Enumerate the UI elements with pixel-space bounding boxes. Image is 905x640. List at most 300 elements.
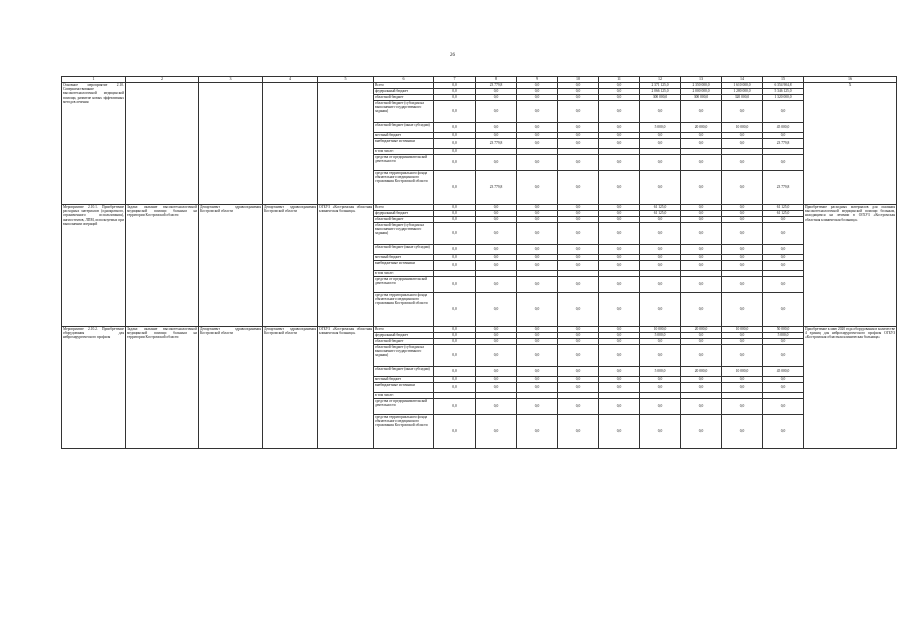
amount-cell: 0,0 — [722, 333, 763, 339]
amount-cell: 2 371 125,0 — [640, 83, 681, 89]
amount-cell: 0,0 — [476, 415, 517, 449]
funding-source-cell: областной бюджет (иные субсидии) — [374, 245, 434, 255]
section-c2-cell: Задача: оказание высокотехнологичной медицинской помощи больным на территории Костромской области — [126, 327, 199, 449]
section-c4-cell: Департамент здравоохранения Костромской области — [263, 205, 318, 327]
amount-cell: 0,0 — [681, 245, 722, 255]
amount-cell: 0,0 — [640, 377, 681, 383]
amount-cell: 0,0 — [517, 123, 558, 133]
amount-cell: 0,0 — [476, 89, 517, 95]
amount-cell: 0,0 — [681, 223, 722, 245]
amount-cell: 0,0 — [434, 83, 476, 89]
amount-cell: 0,0 — [722, 133, 763, 139]
amount-cell: 0,0 — [517, 333, 558, 339]
amount-cell: 0,0 — [517, 89, 558, 95]
amount-cell: 23 779,8 — [476, 171, 517, 205]
amount-cell: 0,0 — [722, 211, 763, 217]
amount-cell: 0,0 — [722, 139, 763, 149]
amount-cell: 1 320 000,0 — [763, 95, 804, 101]
amount-cell: 0,0 — [517, 245, 558, 255]
amount-cell: 0,0 — [476, 123, 517, 133]
section-c5-cell — [318, 83, 374, 205]
amount-cell: 0,0 — [476, 155, 517, 171]
amount-cell: 0,0 — [763, 339, 804, 345]
amount-cell: 0,0 — [476, 383, 517, 393]
amount-cell: 0,0 — [722, 155, 763, 171]
amount-cell: 0,0 — [558, 123, 599, 133]
amount-cell: 0,0 — [434, 211, 476, 217]
funding-source-cell: областной бюджет (субсидия на выполнение государственного задания) — [374, 345, 434, 367]
amount-cell: 0,0 — [517, 345, 558, 367]
amount-cell: 0,0 — [558, 83, 599, 89]
amount-cell: 0,0 — [763, 255, 804, 261]
amount-cell: 0,0 — [722, 255, 763, 261]
section-c2-cell: Задача: оказание высокотехнологичной медицинской помощи больным на территории Костромской области — [126, 205, 199, 327]
amount-cell: 0,0 — [599, 171, 640, 205]
amount-cell: 0,0 — [763, 217, 804, 223]
funding-source-cell: федеральный бюджет — [374, 333, 434, 339]
amount-cell: 0,0 — [722, 277, 763, 293]
column-number-cell: 11 — [599, 77, 640, 83]
funding-source-cell: средства от предпринимательской деятельности — [374, 155, 434, 171]
funding-source-cell: средства территориального фонда обязательного медицинского страхования Костромской области — [374, 171, 434, 205]
amount-cell: 45 000,0 — [763, 367, 804, 377]
amount-cell: 0,0 — [681, 101, 722, 123]
amount-cell: 0,0 — [640, 277, 681, 293]
amount-cell: 0,0 — [599, 399, 640, 415]
amount-cell: 0,0 — [640, 223, 681, 245]
amount-cell: 0,0 — [476, 223, 517, 245]
amount-cell: 0,0 — [476, 245, 517, 255]
amount-cell: 2 000 000,0 — [681, 89, 722, 95]
section-c3-cell — [199, 83, 263, 205]
amount-cell: 0,0 — [640, 139, 681, 149]
amount-cell: 0,0 — [434, 339, 476, 345]
amount-cell: 0,0 — [599, 123, 640, 133]
amount-cell: 0,0 — [558, 293, 599, 327]
amount-cell: 0,0 — [640, 155, 681, 171]
amount-cell: 0,0 — [763, 101, 804, 123]
amount-cell: 0,0 — [434, 277, 476, 293]
amount-cell: 0,0 — [558, 399, 599, 415]
amount-cell: 0,0 — [434, 327, 476, 333]
amount-cell: 0,0 — [722, 377, 763, 383]
amount-cell: 0,0 — [517, 101, 558, 123]
section-c5-cell: ОГБУЗ «Костромская областная клиническая больница» — [318, 205, 374, 327]
amount-cell: 320 000,0 — [722, 95, 763, 101]
column-number-cell: 10 — [558, 77, 599, 83]
amount-cell: 0,0 — [599, 245, 640, 255]
amount-cell: 61 125,0 — [640, 205, 681, 211]
amount-cell: 0,0 — [517, 155, 558, 171]
amount-cell: 0,0 — [517, 399, 558, 415]
amount-cell: 0,0 — [722, 293, 763, 327]
column-number-cell: 16 — [804, 77, 897, 83]
amount-cell: 0,0 — [476, 255, 517, 261]
amount-cell: 0,0 — [640, 171, 681, 205]
amount-cell: 0,0 — [434, 415, 476, 449]
amount-cell: 0,0 — [476, 377, 517, 383]
budget-table — [61, 76, 897, 449]
amount-cell: 0,0 — [517, 377, 558, 383]
amount-cell: 0,0 — [517, 339, 558, 345]
amount-cell: 0,0 — [763, 223, 804, 245]
amount-cell: 0,0 — [763, 245, 804, 255]
amount-cell: 0,0 — [434, 89, 476, 95]
amount-cell: 0,0 — [558, 377, 599, 383]
amount-cell: 0,0 — [722, 245, 763, 255]
column-number-cell: 8 — [476, 77, 517, 83]
amount-cell: 0,0 — [599, 383, 640, 393]
funding-source-cell: местный бюджет — [374, 133, 434, 139]
amount-cell: 0,0 — [640, 383, 681, 393]
amount-cell: 0,0 — [599, 255, 640, 261]
amount-cell: 0,0 — [599, 211, 640, 217]
funding-source-cell: местный бюджет — [374, 377, 434, 383]
section-c4-cell: Департамент здравоохранения Костромской области — [263, 327, 318, 449]
amount-cell: 0,0 — [434, 101, 476, 123]
funding-source-cell: средства территориального фонда обязательного медицинского страхования Костромской области — [374, 415, 434, 449]
amount-cell: 6 354 904,8 — [763, 83, 804, 89]
amount-cell: 0,0 — [476, 345, 517, 367]
amount-cell: 0,0 — [517, 367, 558, 377]
amount-cell: 5 000,0 — [640, 333, 681, 339]
amount-cell: 0,0 — [558, 345, 599, 367]
amount-cell: 0,0 — [599, 333, 640, 339]
amount-cell: 0,0 — [640, 101, 681, 123]
amount-cell: 0,0 — [681, 261, 722, 271]
amount-cell: 0,0 — [681, 383, 722, 393]
amount-cell: 0,0 — [434, 255, 476, 261]
funding-source-cell: областной бюджет — [374, 339, 434, 345]
funding-source-cell: в том числе: — [374, 271, 434, 277]
amount-cell: 0,0 — [434, 333, 476, 339]
amount-cell: 0,0 — [434, 133, 476, 139]
column-number-cell: 15 — [763, 77, 804, 83]
expected-result-cell: Приобретение расходных материалов для оказания высокотехнологичной медицинской помощи больным, находящимся на лечении в ОГБУЗ «Костромская областная клиническая больница» — [804, 205, 897, 327]
amount-cell: 0,0 — [640, 217, 681, 223]
amount-cell: 0,0 — [681, 377, 722, 383]
amount-cell: 0,0 — [517, 133, 558, 139]
amount-cell: 0,0 — [434, 345, 476, 367]
funding-source-cell: внебюджетные источники — [374, 139, 434, 149]
amount-cell: 0,0 — [558, 277, 599, 293]
amount-cell: 0,0 — [722, 383, 763, 393]
funding-source-cell: областной бюджет — [374, 217, 434, 223]
funding-source-cell: местный бюджет — [374, 255, 434, 261]
amount-cell: 0,0 — [681, 293, 722, 327]
amount-cell: 0,0 — [517, 415, 558, 449]
amount-cell: 0,0 — [681, 139, 722, 149]
amount-cell: 0,0 — [599, 339, 640, 345]
amount-cell: 0,0 — [599, 139, 640, 149]
amount-cell: 0,0 — [599, 205, 640, 211]
amount-cell: 0,0 — [517, 95, 558, 101]
amount-cell: 2 350 000,0 — [681, 83, 722, 89]
amount-cell: 0,0 — [517, 171, 558, 205]
amount-cell: 0,0 — [476, 133, 517, 139]
amount-cell: 0,0 — [722, 101, 763, 123]
amount-cell: 0,0 — [558, 133, 599, 139]
amount-cell: 0,0 — [434, 367, 476, 377]
amount-cell: 0,0 — [517, 261, 558, 271]
amount-cell: 0,0 — [599, 327, 640, 333]
amount-cell: 0,0 — [599, 95, 640, 101]
amount-cell: 0,0 — [558, 367, 599, 377]
column-number-cell: 9 — [517, 77, 558, 83]
amount-cell: 0,0 — [517, 139, 558, 149]
amount-cell: 0,0 — [558, 89, 599, 95]
column-number-cell: 2 — [126, 77, 199, 83]
amount-cell: 0,0 — [681, 339, 722, 345]
funding-source-cell: Всего — [374, 327, 434, 333]
section-c4-cell — [263, 83, 318, 205]
amount-cell: 0,0 — [517, 211, 558, 217]
amount-cell: 0,0 — [517, 205, 558, 211]
amount-cell: 50 000,0 — [763, 327, 804, 333]
amount-cell: 0,0 — [558, 383, 599, 393]
funding-source-cell: федеральный бюджет — [374, 89, 434, 95]
amount-cell: 0,0 — [640, 261, 681, 271]
amount-cell: 10 000,0 — [722, 327, 763, 333]
amount-cell: 1 280 000,0 — [722, 89, 763, 95]
amount-cell: 0,0 — [558, 245, 599, 255]
column-number-cell: 4 — [263, 77, 318, 83]
amount-cell: 10 000,0 — [722, 123, 763, 133]
amount-cell: 0,0 — [599, 345, 640, 367]
funding-source-cell: областной бюджет (субсидия на выполнение государственного задания) — [374, 101, 434, 123]
amount-cell: 0,0 — [722, 223, 763, 245]
amount-cell: 0,0 — [558, 223, 599, 245]
amount-cell: 0,0 — [599, 83, 640, 89]
amount-cell: 0,0 — [434, 399, 476, 415]
amount-cell: 0,0 — [434, 205, 476, 211]
amount-cell: 0,0 — [558, 327, 599, 333]
funding-source-cell: средства от предпринимательской деятельности — [374, 399, 434, 415]
amount-cell: 0,0 — [476, 205, 517, 211]
funding-source-cell: средства от предпринимательской деятельности — [374, 277, 434, 293]
amount-cell: 0,0 — [763, 399, 804, 415]
amount-cell: 0,0 — [558, 333, 599, 339]
section-c2-cell — [126, 83, 199, 205]
amount-cell: 2 066 125,0 — [640, 89, 681, 95]
section-c5-cell: ОГБУЗ «Костромская областная клиническая больница» — [318, 327, 374, 449]
amount-cell: 0,0 — [434, 149, 476, 155]
amount-cell: 0,0 — [681, 205, 722, 211]
amount-cell: 0,0 — [517, 217, 558, 223]
funding-source-cell: Всего — [374, 83, 434, 89]
amount-cell: 0,0 — [476, 95, 517, 101]
amount-cell: 0,0 — [476, 399, 517, 415]
amount-cell: 0,0 — [640, 255, 681, 261]
amount-cell: 0,0 — [558, 171, 599, 205]
amount-cell: 0,0 — [599, 223, 640, 245]
section-c1-cell: Основное мероприятие 2.10. Совершенствование высокотехнологичной медицинской помощи, развитие новых эффективных методов лечения — [62, 83, 126, 205]
column-number-cell: 12 — [640, 77, 681, 83]
amount-cell: 0,0 — [558, 211, 599, 217]
amount-cell: 0,0 — [599, 277, 640, 293]
amount-cell: 0,0 — [517, 223, 558, 245]
amount-cell: 0,0 — [517, 383, 558, 393]
amount-cell: 0,0 — [722, 205, 763, 211]
amount-cell: 0,0 — [558, 415, 599, 449]
amount-cell: 0,0 — [558, 255, 599, 261]
amount-cell: 0,0 — [517, 277, 558, 293]
funding-source-cell: внебюджетные источники — [374, 383, 434, 393]
amount-cell: 0,0 — [434, 95, 476, 101]
funding-source-cell: областной бюджет (иные субсидии) — [374, 123, 434, 133]
column-number-cell: 6 — [374, 77, 434, 83]
funding-source-cell: федеральный бюджет — [374, 211, 434, 217]
column-number-cell: 3 — [199, 77, 263, 83]
amount-cell: 0,0 — [681, 211, 722, 217]
amount-cell: 0,0 — [476, 367, 517, 377]
amount-cell: 0,0 — [558, 217, 599, 223]
amount-cell: 0,0 — [722, 345, 763, 367]
amount-cell: 0,0 — [558, 261, 599, 271]
amount-cell: 23 779,8 — [763, 171, 804, 205]
amount-cell: 23 779,8 — [476, 139, 517, 149]
amount-cell: 0,0 — [599, 293, 640, 327]
amount-cell: 23 779,8 — [763, 139, 804, 149]
amount-cell: 0,0 — [476, 327, 517, 333]
amount-cell: 0,0 — [599, 155, 640, 171]
amount-cell: 0,0 — [681, 133, 722, 139]
amount-cell: 0,0 — [681, 217, 722, 223]
expected-result-cell: Х — [804, 83, 897, 205]
amount-cell: 20 000,0 — [681, 123, 722, 133]
amount-cell: 0,0 — [558, 339, 599, 345]
column-number-cell: 13 — [681, 77, 722, 83]
amount-cell: 0,0 — [681, 345, 722, 367]
amount-cell: 23 779,8 — [476, 83, 517, 89]
column-number-cell: 1 — [62, 77, 126, 83]
amount-cell: 0,0 — [599, 89, 640, 95]
amount-cell: 61 125,0 — [640, 211, 681, 217]
amount-cell: 0,0 — [722, 339, 763, 345]
amount-cell: 0,0 — [599, 261, 640, 271]
amount-cell: 0,0 — [558, 95, 599, 101]
page-number: 26 — [450, 53, 455, 58]
amount-cell: 0,0 — [558, 101, 599, 123]
amount-cell: 0,0 — [640, 339, 681, 345]
amount-cell: 0,0 — [476, 217, 517, 223]
amount-cell: 61 125,0 — [763, 205, 804, 211]
amount-cell: 0,0 — [640, 245, 681, 255]
amount-cell: 0,0 — [558, 205, 599, 211]
section-c3-cell: Департамент здравоохранения Костромской области — [199, 205, 263, 327]
amount-cell: 0,0 — [763, 377, 804, 383]
funding-source-cell: внебюджетные источники — [374, 261, 434, 271]
amount-cell: 0,0 — [763, 383, 804, 393]
amount-cell: 0,0 — [476, 101, 517, 123]
amount-cell: 0,0 — [434, 261, 476, 271]
amount-cell: 0,0 — [722, 217, 763, 223]
funding-source-cell: в том числе: — [374, 149, 434, 155]
amount-cell: 0,0 — [681, 255, 722, 261]
amount-cell: 0,0 — [640, 133, 681, 139]
section-c3-cell: Департамент здравоохранения Костромской области — [199, 327, 263, 449]
amount-cell: 0,0 — [434, 171, 476, 205]
amount-cell: 0,0 — [599, 101, 640, 123]
column-number-cell: 14 — [722, 77, 763, 83]
amount-cell: 0,0 — [763, 293, 804, 327]
amount-cell: 45 000,0 — [763, 123, 804, 133]
funding-source-cell: в том числе: — [374, 393, 434, 399]
amount-cell: 0,0 — [763, 133, 804, 139]
amount-cell: 0,0 — [517, 83, 558, 89]
section-c1-cell: Мероприятие 2.10.1. Приобретение расходных материалов (однократного, ограниченного использования), ангиостентов, ЛПМ, используемых при выполнении операций — [62, 205, 126, 327]
amount-cell: 0,0 — [434, 217, 476, 223]
amount-cell: 0,0 — [722, 171, 763, 205]
amount-cell: 20 000,0 — [681, 327, 722, 333]
amount-cell: 0,0 — [434, 155, 476, 171]
amount-cell: 0,0 — [640, 399, 681, 415]
amount-cell: 0,0 — [681, 171, 722, 205]
amount-cell: 0,0 — [763, 277, 804, 293]
amount-cell: 5 000,0 — [640, 367, 681, 377]
column-number-cell: 5 — [318, 77, 374, 83]
funding-source-cell: Всего — [374, 205, 434, 211]
amount-cell: 0,0 — [722, 399, 763, 415]
amount-cell: 0,0 — [763, 155, 804, 171]
amount-cell: 20 000,0 — [681, 367, 722, 377]
amount-cell: 0,0 — [434, 377, 476, 383]
amount-cell: 0,0 — [681, 277, 722, 293]
amount-cell: 0,0 — [476, 261, 517, 271]
amount-cell: 0,0 — [763, 415, 804, 449]
amount-cell: 300 000,0 — [681, 95, 722, 101]
amount-cell: 0,0 — [434, 123, 476, 133]
amount-cell: 0,0 — [434, 139, 476, 149]
amount-cell: 0,0 — [476, 211, 517, 217]
amount-cell: 10 000,0 — [640, 327, 681, 333]
amount-cell: 5 000,0 — [763, 333, 804, 339]
amount-cell: 0,0 — [681, 415, 722, 449]
amount-cell: 0,0 — [640, 293, 681, 327]
section-c1-cell: Мероприятие 2.10.2. Приобретение оборудования для нейрохирургического профиля — [62, 327, 126, 449]
amount-cell: 10 000,0 — [722, 367, 763, 377]
amount-cell: 5 000,0 — [640, 123, 681, 133]
funding-source-cell: средства территориального фонда обязательного медицинского страхования Костромской области — [374, 293, 434, 327]
amount-cell: 0,0 — [476, 333, 517, 339]
funding-source-cell: областной бюджет (субсидия на выполнение государственного задания) — [374, 223, 434, 245]
amount-cell: 0,0 — [476, 339, 517, 345]
amount-cell: 0,0 — [558, 155, 599, 171]
amount-cell: 0,0 — [599, 217, 640, 223]
amount-cell: 0,0 — [517, 255, 558, 261]
amount-cell: 0,0 — [681, 399, 722, 415]
amount-cell: 0,0 — [640, 415, 681, 449]
amount-cell: 0,0 — [722, 415, 763, 449]
amount-cell: 0,0 — [434, 245, 476, 255]
amount-cell: 0,0 — [558, 139, 599, 149]
expected-result-cell: Приобретение к маю 2020 года оборудования в количестве 4 единиц для нейрохирургического профиля ОГБУЗ «Костромская областная клиническая больница» — [804, 327, 897, 449]
amount-cell: 0,0 — [599, 133, 640, 139]
amount-cell: 0,0 — [517, 327, 558, 333]
funding-source-cell: областной бюджет (иные субсидии) — [374, 367, 434, 377]
amount-cell: 0,0 — [763, 261, 804, 271]
amount-cell: 61 125,0 — [763, 211, 804, 217]
amount-cell: 0,0 — [434, 223, 476, 245]
amount-cell: 0,0 — [476, 293, 517, 327]
amount-cell: 0,0 — [517, 293, 558, 327]
amount-cell: 0,0 — [476, 277, 517, 293]
amount-cell: 5 346 125,0 — [763, 89, 804, 95]
amount-cell: 0,0 — [640, 345, 681, 367]
amount-cell: 0,0 — [599, 377, 640, 383]
amount-cell: 0,0 — [681, 333, 722, 339]
amount-cell: 0,0 — [681, 155, 722, 171]
